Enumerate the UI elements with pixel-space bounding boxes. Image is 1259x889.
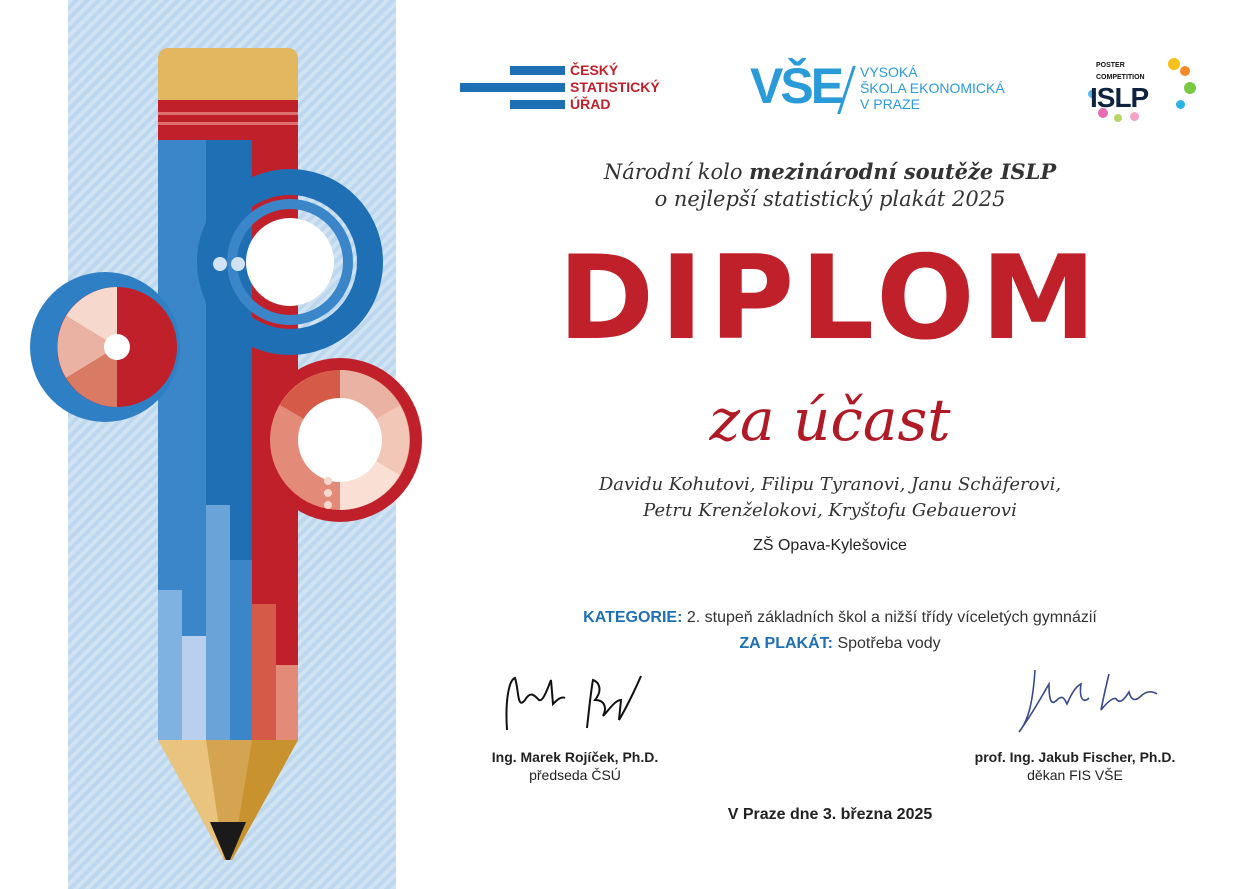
signature-right: prof. Ing. Jakub Fischer, Ph.D. děkan FIS VŠE	[974, 749, 1176, 783]
vse-logo-mark: VŠE	[750, 58, 842, 114]
recipient-names: Davidu Kohutovi, Filipu Tyranovi, Janu Schäferovi, Petru Krenželokovi, Kryštofu Gebauerovi	[598, 474, 1062, 521]
diploma-subtitle: za účast	[709, 386, 951, 454]
vse-logo-text: VYSOKÁ ŠKOLA EKONOMICKÁ V PRAZE	[860, 64, 1005, 112]
pencil-illustration	[0, 0, 440, 889]
issue-date: V Praze dne 3. března 2025	[727, 806, 933, 823]
right-signature-image	[1005, 660, 1175, 740]
poster-line: ZA PLAKÁT: Spotřeba vody	[739, 635, 941, 652]
school-name: ZŠ Opava-Kylešovice	[753, 537, 907, 554]
award-details	[470, 605, 1210, 657]
diploma-title: DIPLOM	[557, 231, 1103, 366]
competition-intro: Národní kolo mezinárodní soutěže ISLP o nejlepší statistický plakát 2025	[603, 159, 1057, 211]
islp-logo: POSTER COMPETITION ISLP	[1080, 56, 1200, 128]
category-line: KATEGORIE: 2. stupeň základních škol a nižší třídy víceletých gymnázií	[583, 609, 1097, 626]
signature-left: Ing. Marek Rojíček, Ph.D. předseda ČSÚ	[491, 749, 659, 783]
vse-logo	[750, 58, 1040, 118]
csu-logo	[460, 62, 690, 118]
csu-logo-text: ČESKÝ STATISTICKÝ ÚŘAD	[570, 62, 660, 112]
left-signature-image	[495, 660, 655, 740]
